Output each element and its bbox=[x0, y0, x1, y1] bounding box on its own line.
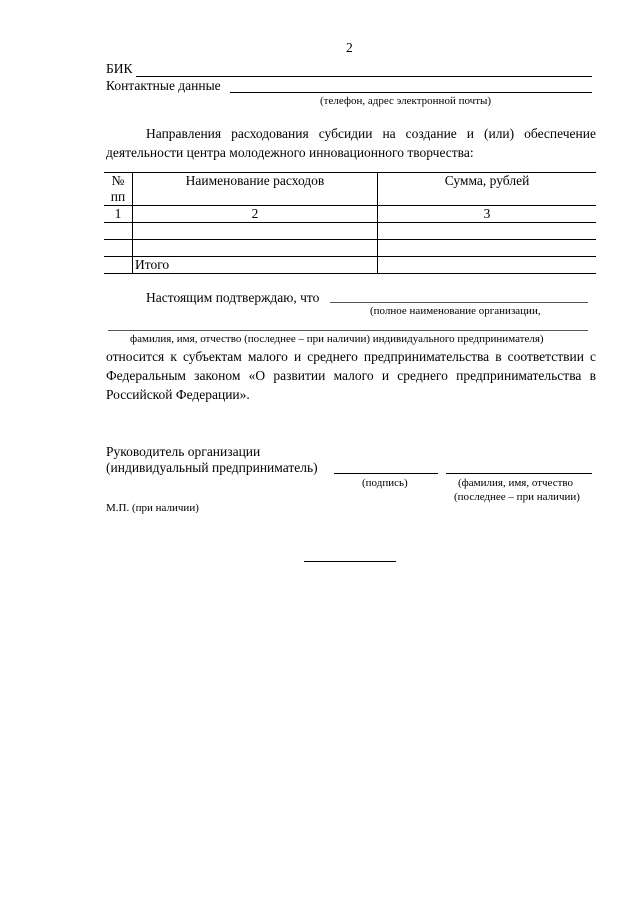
table-cell: 1 bbox=[104, 206, 133, 223]
contacts-field-line[interactable] bbox=[230, 92, 592, 93]
organization-hint: (полное наименование организации, bbox=[370, 305, 541, 317]
bik-label: БИК bbox=[106, 61, 133, 76]
head-title-line1: Руководитель организации bbox=[106, 444, 261, 459]
full-name-hint-line2: (последнее – при наличии) bbox=[454, 491, 580, 503]
table-index-row bbox=[104, 206, 596, 223]
page-number: 2 bbox=[346, 40, 353, 55]
person-hint: фамилия, имя, отчество (последнее – при наличии) индивидуального предпринимателя) bbox=[130, 333, 544, 345]
stamp-label: М.П. (при наличии) bbox=[106, 502, 199, 514]
table-cell bbox=[104, 257, 133, 274]
bik-field-line[interactable] bbox=[136, 76, 592, 77]
full-name-line[interactable] bbox=[446, 473, 592, 474]
table-cell: 2 bbox=[133, 206, 378, 223]
table-cell[interactable] bbox=[378, 240, 597, 257]
full-name-hint-line1: (фамилия, имя, отчество bbox=[458, 477, 574, 489]
head-title-line2: (индивидуальный предприниматель) bbox=[106, 460, 318, 475]
table-row bbox=[104, 223, 596, 240]
column-header-number: № пп bbox=[104, 173, 133, 206]
total-amount-cell[interactable] bbox=[378, 257, 597, 274]
confirmation-body: относится к субъектам малого и среднего предпринимательства в соответствии с Федеральным законом «О развитии малого и среднего предпринимательства в Российской Федерации». bbox=[106, 349, 596, 402]
organization-name-line[interactable] bbox=[330, 302, 588, 303]
table-cell[interactable] bbox=[133, 223, 378, 240]
column-header-expense-name: Наименование расходов bbox=[133, 173, 378, 206]
confirmation-lead: Настоящим подтверждаю, что bbox=[146, 290, 320, 305]
table-cell[interactable] bbox=[104, 240, 133, 257]
table-header-row bbox=[104, 173, 596, 206]
table-total-row bbox=[104, 257, 596, 274]
table-cell: 3 bbox=[378, 206, 597, 223]
table-cell[interactable] bbox=[104, 223, 133, 240]
total-label: Итого bbox=[133, 257, 378, 274]
contacts-label: Контактные данные bbox=[106, 78, 221, 93]
contacts-hint: (телефон, адрес электронной почты) bbox=[320, 95, 492, 107]
signature-line[interactable] bbox=[334, 473, 438, 474]
closing-separator bbox=[304, 561, 396, 562]
table-row bbox=[104, 240, 596, 257]
person-name-line[interactable] bbox=[108, 330, 588, 331]
column-header-amount: Сумма, рублей bbox=[378, 173, 597, 206]
directions-paragraph: Направления расходования субсидии на создание и (или) обеспечение деятельности центра молодежного инновационного творчества: bbox=[106, 126, 596, 160]
expenses-table bbox=[104, 172, 596, 274]
table-cell[interactable] bbox=[378, 223, 597, 240]
signature-hint: (подпись) bbox=[362, 477, 408, 489]
table-cell[interactable] bbox=[133, 240, 378, 257]
